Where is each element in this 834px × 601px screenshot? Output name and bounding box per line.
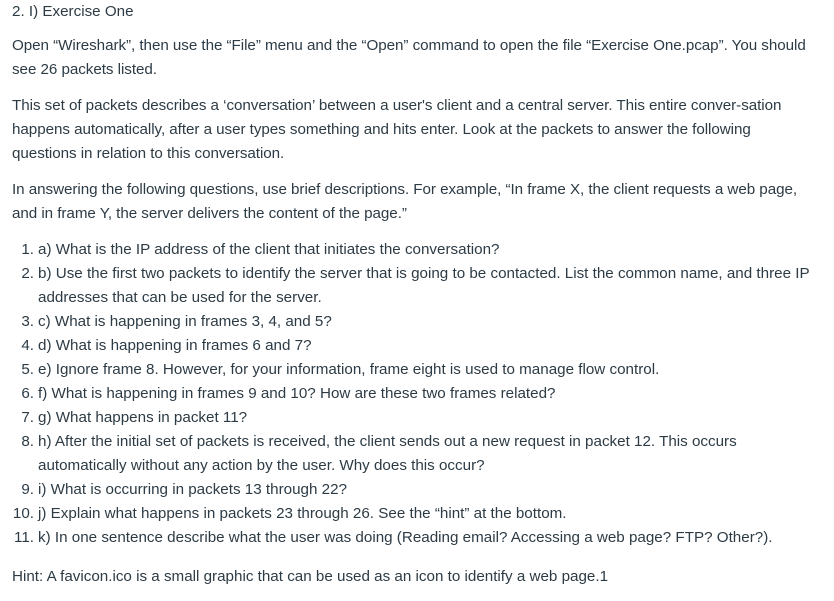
question-item [12, 334, 812, 358]
question-text: f) What is happening in frames 9 and 10? How are these two frames related? [38, 385, 556, 402]
question-number: 9. [21, 481, 34, 498]
question-number: 6. [21, 385, 34, 402]
instructions-paragraph: In answering the following questions, use brief descriptions. For example, “In frame X, the client requests a web page, and in frame Y, the server delivers the content of the page.” [12, 181, 798, 222]
intro-paragraph: Open “Wireshark”, then use the “File” menu and the “Open” command to open the file “Exercise One.pcap”. You should see 26 packets listed. [12, 37, 806, 78]
question-text: i) What is occurring in packets 13 through 22? [38, 481, 347, 498]
question-text: g) What happens in packet 11? [38, 409, 248, 426]
question-number: 2. [21, 265, 34, 282]
question-item [12, 478, 812, 502]
question-number: 5. [21, 361, 34, 378]
question-item [12, 526, 812, 550]
question-number: 4. [21, 337, 34, 354]
question-item [12, 502, 812, 526]
question-item [12, 382, 812, 406]
question-number: 8. [21, 433, 34, 450]
question-text: h) After the initial set of packets is received, the client sends out a new request in packet 12. This occurs automatically without any action by the user. Why does this occur? [38, 433, 737, 474]
hint-text: Hint: A favicon.ico is a small graphic that can be used as an icon to identify a web page.1 [12, 568, 609, 585]
question-text: c) What is happening in frames 3, 4, and 5? [38, 313, 332, 330]
question-number: 11. [14, 529, 34, 546]
question-text: e) Ignore frame 8. However, for your information, frame eight is used to manage flow control. [38, 361, 660, 378]
question-item [12, 310, 812, 334]
conversation-paragraph: This set of packets describes a ‘conversation’ between a user's client and a central server. This entire conver-sation happens automatically, after a user types something and hits enter. Look at the packets to answer the following questions in relation to this conversation. [12, 97, 782, 162]
question-item [12, 238, 812, 262]
question-number: 1. [21, 241, 34, 258]
question-item [12, 358, 812, 382]
question-item [12, 406, 812, 430]
question-item [12, 430, 812, 478]
question-number: 10. [12, 505, 34, 522]
question-text: k) In one sentence describe what the user was doing (Reading email? Accessing a web page? FTP? Other?). [38, 529, 773, 546]
question-text: d) What is happening in frames 6 and 7? [38, 337, 312, 354]
question-text: a) What is the IP address of the client that initiates the conversation? [38, 241, 500, 258]
question-number: 3. [21, 313, 34, 330]
exercise-heading: 2. I) Exercise One [12, 3, 134, 20]
question-number: 7. [21, 409, 34, 426]
question-text: j) Explain what happens in packets 23 through 26. See the “hint” at the bottom. [38, 505, 567, 522]
question-list [12, 238, 812, 550]
question-item [12, 262, 812, 310]
question-text: b) Use the first two packets to identify the server that is going to be contacted. List the common name, and three IP addresses that can be used for the server. [38, 265, 810, 306]
